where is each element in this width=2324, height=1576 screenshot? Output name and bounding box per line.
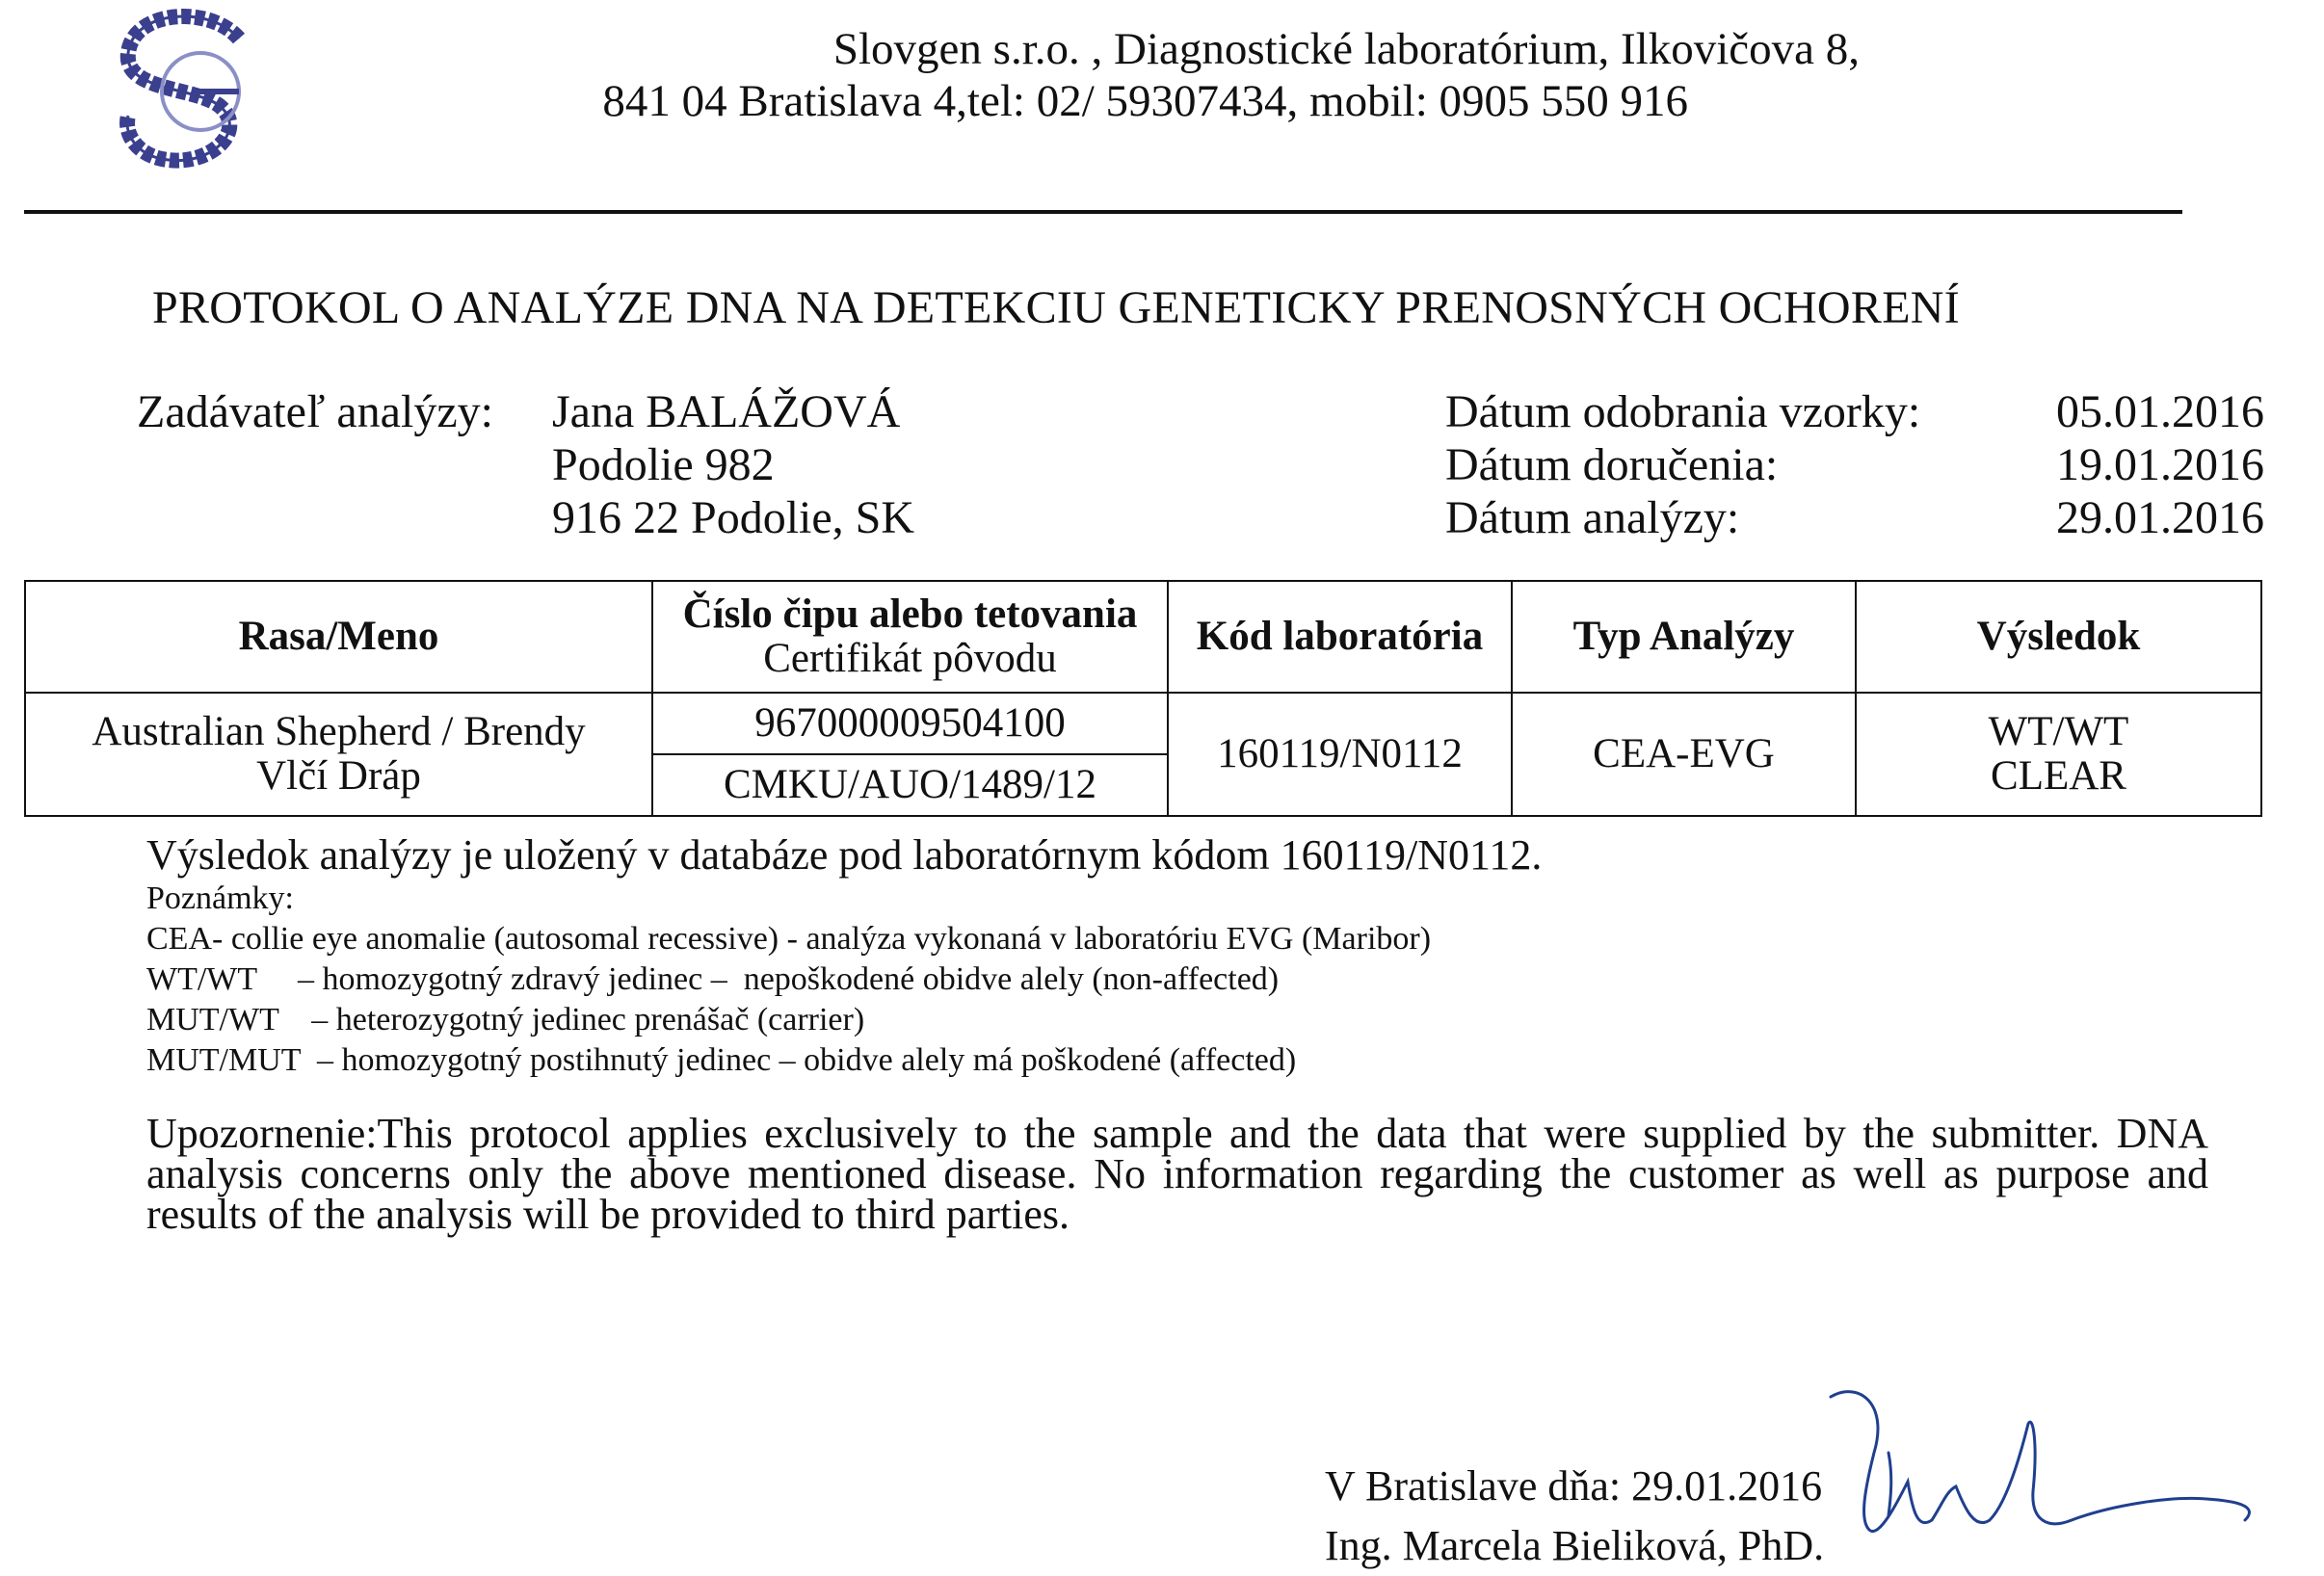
stored-note: Výsledok analýzy je uložený v databáze pod laboratórnym kódom 160119/N0112.: [146, 831, 1543, 879]
notes-block: [146, 879, 1431, 1081]
company-address-line2: 841 04 Bratislava 4,tel: 02/ 59307434, mobil: 0905 550 916: [602, 76, 1688, 126]
note-item: MUT/MUT – homozygotný postihnutý jedinec – obidve alely má poškodené (affected): [146, 1042, 1297, 1078]
date-label: Dátum odobrania vzorky:: [1445, 386, 1921, 437]
protocol-title: PROTOKOL O ANALÝZE DNA NA DETEKCIU GENETICKY PRENOSNÝCH OCHORENÍ: [152, 282, 1961, 333]
table-header-row: [25, 581, 2261, 693]
header-breed-name: Rasa/Meno: [25, 581, 652, 693]
handwritten-signature-icon: [1821, 1385, 2264, 1549]
cell-lab-code: 160119/N0112: [1168, 693, 1512, 816]
cell-breed-name: [25, 693, 652, 816]
signatory-name: Ing. Marcela Bieliková, PhD.: [1325, 1522, 1825, 1569]
requester-address: [552, 385, 914, 544]
results-table: [24, 580, 2262, 817]
requester-street: Podolie 982: [552, 439, 775, 490]
note-item: CEA- collie eye anomalie (autosomal recessive) - analýza vykonaná v laboratóriu EVG (Maribor): [146, 921, 1432, 957]
place-date: V Bratislave dňa: 29.01.2016: [1325, 1462, 1823, 1510]
header-result: Výsledok: [1856, 581, 2261, 693]
date-value: 05.01.2016: [2056, 386, 2264, 437]
breed: Australian Shepherd / Brendy: [92, 709, 586, 754]
header-analysis-type: Typ Analýzy: [1512, 581, 1856, 693]
date-label: Dátum analýzy:: [1445, 492, 1740, 543]
cell-chip-certificate: [652, 693, 1168, 816]
date-row: [1445, 491, 2264, 544]
requester-city: 916 22 Podolie, SK: [552, 492, 915, 543]
header-certificate-label: Certifikát pôvodu: [763, 636, 1057, 681]
result-status: CLEAR: [1991, 753, 2126, 799]
signoff-block: [1325, 1457, 1824, 1576]
header-chip: [652, 581, 1168, 693]
table-row: [25, 693, 2261, 816]
result-genotype: WT/WT: [1988, 709, 2129, 754]
note-item: MUT/WT – heterozygotný jedinec prenášač (carrier): [146, 1002, 865, 1038]
header-lab-code: Kód laboratória: [1168, 581, 1512, 693]
dog-name: Vlčí Dráp: [256, 753, 421, 799]
certificate-number: CMKU/AUO/1489/12: [723, 762, 1097, 807]
header-divider: [24, 210, 2182, 214]
warning-text: Upozornenie:This protocol applies exclusively to the sample and the data that were supplied by the submitter. DNA analysis concerns only the above mentioned disease. No information regarding the customer as well as purpose and results of the analysis will be provided to third parties.: [146, 1110, 2208, 1238]
note-item: WT/WT – homozygotný zdravý jedinec – nepoškodené obidve alely (non-affected): [146, 961, 1280, 997]
date-row: [1445, 385, 2264, 438]
requester-label: Zadávateľ analýzy:: [137, 386, 493, 437]
date-value: 29.01.2016: [2056, 492, 2264, 543]
notes-heading: Poznámky:: [146, 880, 294, 916]
cell-result: [1856, 693, 2261, 816]
date-row: [1445, 438, 2264, 491]
requester-name: Jana BALÁŽOVÁ: [552, 386, 901, 437]
company-address-line1: Slovgen s.r.o. , Diagnostické laboratórium, Ilkovičova 8,: [832, 24, 1860, 74]
date-label: Dátum doručenia:: [1445, 439, 1779, 490]
dates-block: [1445, 385, 2264, 544]
header-chip-label: Číslo čipu alebo tetovania: [682, 591, 1138, 637]
date-value: 19.01.2016: [2056, 439, 2264, 490]
chip-number: 967000009504100: [653, 694, 1167, 755]
cell-analysis-type: CEA-EVG: [1512, 693, 1856, 816]
